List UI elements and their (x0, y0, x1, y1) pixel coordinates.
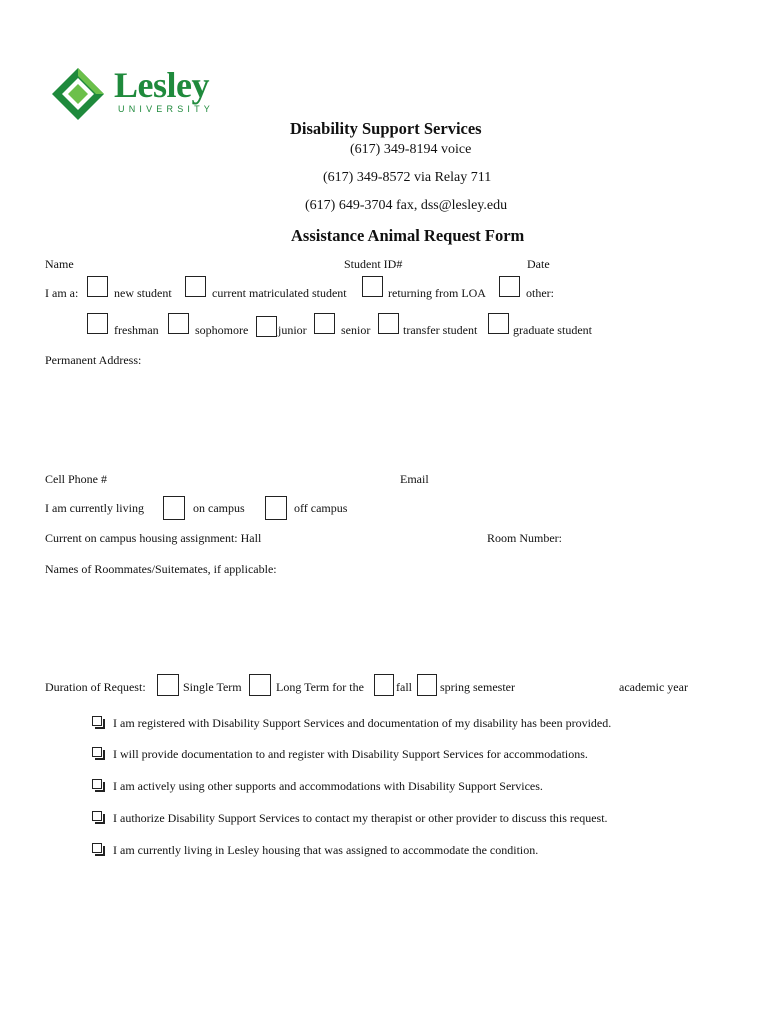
other-label: other: (526, 286, 554, 300)
phone-relay: (617) 349-8572 via Relay 711 (323, 170, 492, 185)
email-label: Email (400, 472, 429, 486)
current-matriculated-label: current matriculated student (212, 286, 347, 300)
spring-checkbox[interactable] (417, 674, 437, 696)
returning-from-loa-checkbox[interactable] (362, 276, 383, 297)
statement-lesley-housing: I am currently living in Lesley housing that was assigned to accommodate the condition. (113, 843, 539, 857)
single-term-checkbox[interactable] (157, 674, 179, 696)
statement-checkbox-will-provide[interactable] (92, 747, 102, 757)
new-student-label: new student (114, 286, 172, 300)
phone-voice: (617) 349-8194 voice (350, 142, 472, 157)
housing-assignment-label: Current on campus housing assignment: Hall (45, 531, 262, 545)
logo-subtitle: UNIVERSITY (118, 104, 215, 114)
junior-label: junior (278, 323, 307, 337)
academic-year-label: academic year (619, 680, 688, 694)
lesley-diamond-icon (50, 66, 106, 122)
off-campus-label: off campus (294, 501, 348, 515)
on-campus-label: on campus (193, 501, 245, 515)
senior-checkbox[interactable] (314, 313, 335, 334)
fall-label: fall (396, 680, 412, 694)
i-am-a-label: I am a: (45, 286, 79, 300)
long-term-label: Long Term for the (276, 680, 364, 694)
statement-checkbox-lesley-housing[interactable] (92, 843, 102, 853)
logo-wordmark: Lesley (114, 65, 209, 105)
student-id-label: Student ID# (344, 257, 403, 271)
sophomore-label: sophomore (195, 323, 249, 337)
permanent-address-label: Permanent Address: (45, 353, 142, 367)
department-title: Disability Support Services (290, 119, 482, 138)
freshman-checkbox[interactable] (87, 313, 108, 334)
statement-checkbox-authorize[interactable] (92, 811, 102, 821)
transfer-student-label: transfer student (403, 323, 478, 337)
off-campus-checkbox[interactable] (265, 496, 287, 520)
lesley-logo (50, 66, 240, 122)
freshman-label: freshman (114, 323, 159, 337)
name-label: Name (45, 257, 74, 271)
fax-email: (617) 649-3704 fax, dss@lesley.edu (305, 198, 508, 213)
cell-phone-label: Cell Phone # (45, 472, 107, 486)
fall-checkbox[interactable] (374, 674, 394, 696)
spring-label: spring semester (440, 680, 515, 694)
single-term-label: Single Term (183, 680, 242, 694)
statement-registered: I am registered with Disability Support Services and documentation of my disability has been provided. (113, 716, 612, 730)
other-checkbox[interactable] (499, 276, 520, 297)
duration-label: Duration of Request: (45, 680, 146, 694)
room-number-label: Room Number: (487, 531, 562, 545)
junior-checkbox[interactable] (256, 316, 277, 337)
graduate-student-checkbox[interactable] (488, 313, 509, 334)
statement-checkbox-actively-using[interactable] (92, 779, 102, 789)
graduate-student-label: graduate student (513, 323, 592, 337)
new-student-checkbox[interactable] (87, 276, 108, 297)
date-label: Date (527, 257, 550, 271)
on-campus-checkbox[interactable] (163, 496, 185, 520)
transfer-student-checkbox[interactable] (378, 313, 399, 334)
statement-authorize: I authorize Disability Support Services to contact my therapist or other provider to discuss this request. (113, 811, 608, 825)
currently-living-label: I am currently living (45, 501, 144, 515)
senior-label: senior (341, 323, 371, 337)
statement-will-provide: I will provide documentation to and register with Disability Support Services for accommodations. (113, 747, 588, 761)
statement-checkbox-registered[interactable] (92, 716, 102, 726)
returning-from-loa-label: returning from LOA (388, 286, 486, 300)
statement-actively-using: I am actively using other supports and accommodations with Disability Support Services. (113, 779, 543, 793)
roommates-label: Names of Roommates/Suitemates, if applicable: (45, 562, 277, 576)
sophomore-checkbox[interactable] (168, 313, 189, 334)
current-matriculated-checkbox[interactable] (185, 276, 206, 297)
form-title: Assistance Animal Request Form (291, 226, 525, 245)
long-term-checkbox[interactable] (249, 674, 271, 696)
